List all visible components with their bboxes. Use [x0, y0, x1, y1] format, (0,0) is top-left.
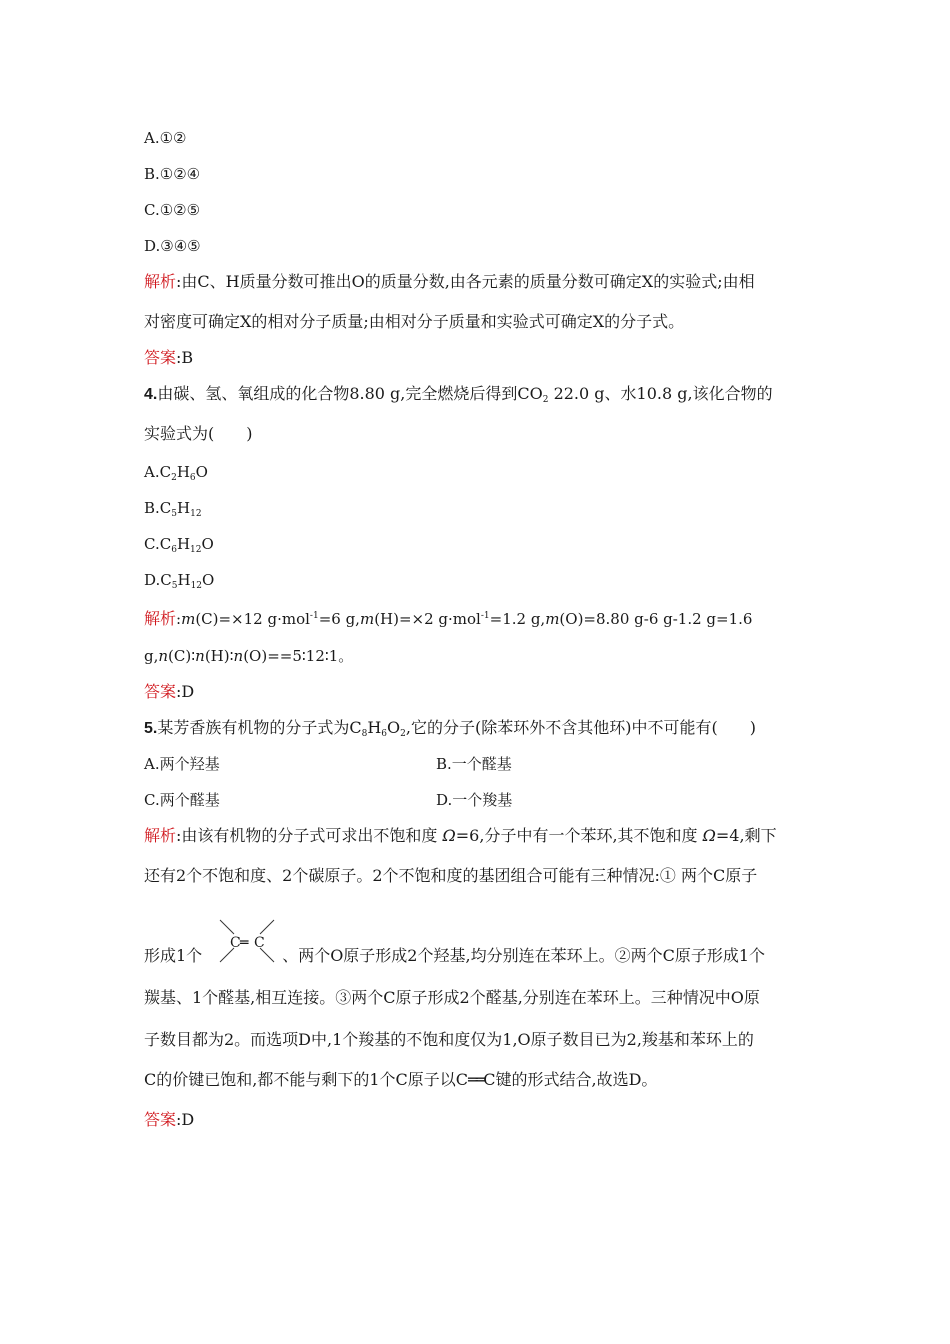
answer-value: :D — [176, 1110, 195, 1129]
q5-analysis-line-5: 子数目都为2。而选项D中,1个羧基的不饱和度仅为1,O原子数目已为2,羧基和苯环上的 — [144, 1030, 754, 1049]
text-run: (C)=×12 g·mol — [195, 610, 310, 628]
q4-analysis-line-1 — [144, 606, 752, 629]
text-run: (C)∶ — [168, 647, 196, 665]
q3-option-d: D.③④⑤ — [144, 237, 201, 255]
q5-answer — [144, 1110, 194, 1130]
variable: n — [195, 647, 205, 665]
subscript: 12 — [190, 545, 202, 555]
q3-analysis-line-2: 对密度可确定X的相对分子质量;由相对分子质量和实验式可确定X的分子式。 — [144, 312, 685, 331]
option-prefix: C. — [144, 535, 160, 553]
text-run: =6 g, — [318, 610, 360, 628]
stem-text: 某芳香族有机物的分子式为C — [157, 718, 362, 737]
variable: m — [359, 610, 375, 628]
q5-analysis-line-6 — [144, 1070, 657, 1090]
text-run: :由该有机物的分子式可求出不饱和度 — [176, 826, 443, 845]
q5-option-d: D.一个羧基 — [436, 791, 513, 809]
text-run: O — [195, 463, 208, 481]
stem-text: ,它的分子(除苯环外不含其他环)中不可能有( ) — [405, 718, 756, 737]
text-run: C — [159, 499, 172, 517]
stem-text: O — [387, 718, 401, 737]
text-run: O — [201, 535, 214, 553]
text-run: O — [202, 571, 215, 589]
q5-options-row-1 — [144, 754, 512, 774]
option-prefix: A. — [144, 463, 160, 481]
text-run: (O)==5∶12∶1。 — [243, 647, 354, 665]
bond-line — [220, 920, 234, 934]
q4-option-b — [144, 498, 202, 524]
answer-label: 答案 — [144, 1110, 177, 1129]
option-prefix: B. — [144, 499, 160, 517]
q5-options-row-2 — [144, 790, 513, 810]
q5-option-a: A.两个羟基 — [144, 755, 220, 773]
option-prefix: D. — [144, 571, 161, 589]
q5-analysis-line-1 — [144, 826, 777, 846]
subscript: 12 — [190, 509, 202, 519]
subscript: 5 — [171, 581, 178, 591]
carbon-atom: C — [254, 935, 265, 951]
q4-option-d — [144, 570, 214, 596]
answer-value: :B — [176, 348, 194, 367]
analysis-text — [176, 826, 777, 845]
text-run: C — [160, 571, 172, 589]
q5-analysis-line-3 — [144, 946, 765, 966]
analysis-text: 形成1个 — [144, 946, 203, 965]
question-number: 5. — [144, 720, 158, 737]
text-run: H — [176, 535, 191, 553]
variable: Ω — [702, 826, 716, 845]
variable: n — [233, 647, 244, 665]
superscript: -1 — [309, 611, 319, 621]
q4-option-c — [144, 534, 214, 560]
analysis-label: 解析 — [144, 609, 177, 628]
answer-value: :D — [176, 682, 195, 701]
carbon-atom: C — [230, 935, 241, 951]
q3-answer — [144, 348, 193, 368]
q4-option-a — [144, 462, 208, 488]
q4-analysis-line-2 — [144, 646, 353, 666]
q3-option-c: C.①②⑤ — [144, 201, 201, 219]
text-run: =4,剩下 — [715, 826, 777, 845]
subscript: 2 — [171, 473, 177, 483]
analysis-text — [176, 610, 752, 628]
text-run: =1.2 g, — [489, 610, 546, 628]
text-run: H — [176, 463, 190, 481]
subscript: 6 — [189, 473, 196, 483]
subscript: 8 — [361, 729, 368, 739]
analysis-text: C的价键已饱和,都不能与剩下的1个C原子以C — [144, 1070, 468, 1089]
analysis-text: 、两个O原子形成2个羟基,均分别连在苯环上。②两个C原子形成1个 — [282, 946, 765, 965]
text-run: (H)=×2 g·mol — [374, 610, 481, 628]
q3-analysis-line-1 — [144, 272, 755, 292]
subscript: 5 — [171, 509, 178, 519]
double-bond: ═ — [240, 935, 249, 951]
q3-option-a: A.①② — [144, 129, 187, 147]
q5-analysis-line-2: 还有2个不饱和度、2个碳原子。2个不饱和度的基团组合可能有三种情况:① 两个C原子 — [144, 866, 758, 885]
variable: m — [545, 610, 560, 628]
text-run: g, — [144, 647, 159, 665]
q3-option-b: B.①②④ — [144, 165, 201, 183]
text-run: H — [177, 571, 191, 589]
text-run: (O)=8.80 g-6 g-1.2 g=1.6 — [559, 610, 753, 628]
question-number: 4. — [144, 386, 158, 403]
subscript: 2 — [400, 729, 406, 739]
q4-stem-line-1 — [144, 384, 773, 410]
variable: m — [181, 610, 196, 628]
text-run: : — [176, 610, 182, 628]
q5-stem — [144, 718, 756, 744]
stem-text: 由碳、氢、氧组成的化合物8.80 g,完全燃烧后得到CO — [157, 384, 543, 403]
text-run: (H)∶ — [204, 647, 234, 665]
stem-text: 22.0 g、水10.8 g,该化合物的 — [548, 384, 773, 403]
q4-stem-line-2: 实验式为( ) — [144, 424, 253, 443]
analysis-label: 解析 — [144, 272, 177, 291]
variable: n — [158, 647, 169, 665]
variable: Ω — [442, 826, 456, 845]
answer-label: 答案 — [144, 348, 177, 367]
bond-line — [260, 920, 274, 934]
text-run: C — [159, 463, 172, 481]
q5-option-c: C.两个醛基 — [144, 791, 220, 809]
q5-analysis-line-4: 羰基、1个醛基,相互连接。③两个C原子形成2个醛基,分别连在苯环上。三种情况中O原 — [144, 988, 760, 1007]
subscript: 6 — [381, 729, 388, 739]
text-run: C — [159, 535, 172, 553]
analysis-text: C键的形式结合,故选D。 — [483, 1070, 658, 1089]
text-run: H — [177, 499, 191, 517]
subscript: 6 — [171, 545, 177, 555]
subscript: 12 — [190, 581, 203, 591]
superscript: -1 — [480, 611, 490, 621]
double-bond: ══ — [468, 1070, 484, 1089]
subscript: 2 — [542, 395, 549, 405]
analysis-label: 解析 — [144, 826, 177, 845]
answer-label: 答案 — [144, 682, 177, 701]
analysis-text: :由C、H质量分数可推出O的质量分数,由各元素的质量分数可确定X的实验式;由相 — [176, 272, 755, 291]
text-run: =6,分子中有一个苯环,其不饱和度 — [455, 826, 703, 845]
stem-text: H — [367, 718, 382, 737]
q4-answer — [144, 682, 194, 702]
q5-option-b: B.一个醛基 — [436, 755, 512, 773]
